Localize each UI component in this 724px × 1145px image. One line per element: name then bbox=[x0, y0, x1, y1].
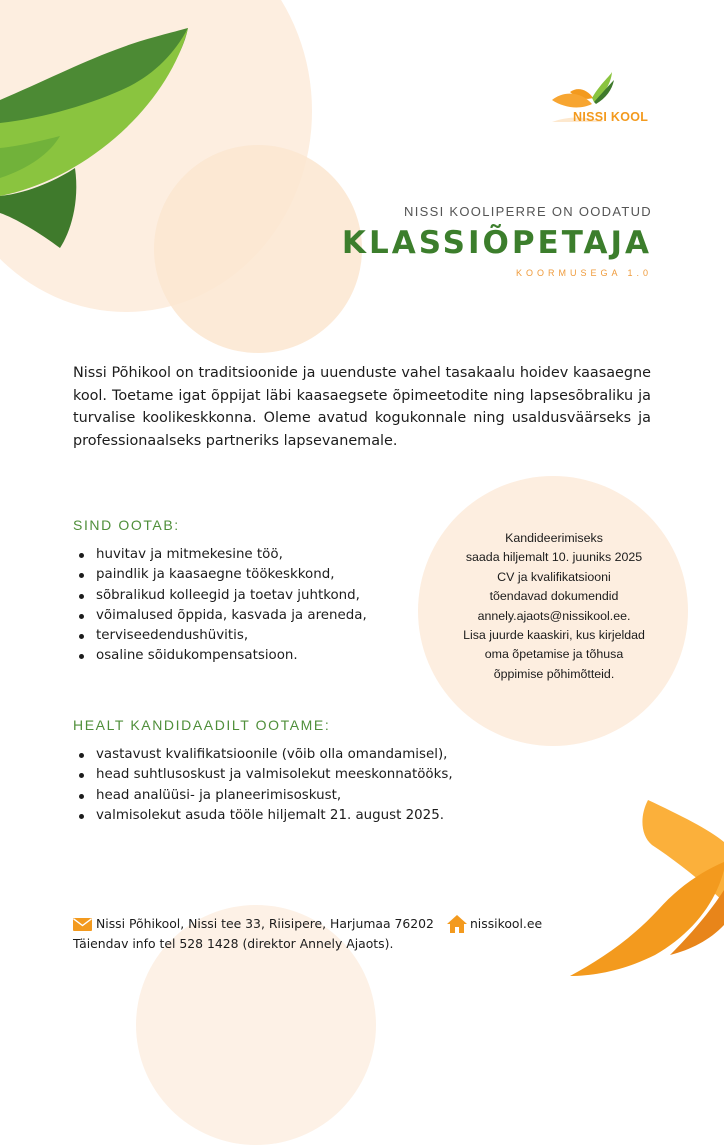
offer-item bbox=[73, 586, 367, 606]
apply-line: oma õpetamise ja tõhusa bbox=[484, 647, 624, 662]
apply-line: õppimise põhimõtteid. bbox=[493, 666, 615, 681]
page-subtitle: KOORMUSEGA 1.0 bbox=[515, 268, 652, 278]
home-icon bbox=[447, 915, 467, 933]
offer-item bbox=[73, 606, 367, 626]
page-title: KLASSIÕPETAJA bbox=[341, 225, 652, 261]
expect-item bbox=[73, 745, 453, 765]
footer-address: Nissi Põhikool, Nissi tee 33, Riisipere, Harjumaa 76202 bbox=[96, 916, 434, 931]
offer-heading: SIND OOTAB: bbox=[73, 517, 180, 533]
apply-line: saada hiljemalt 10. juuniks 2025 bbox=[465, 550, 643, 565]
footer-contact-row bbox=[73, 914, 673, 934]
offer-item-text: sõbralikud kolleegid ja toetav juhtkond, bbox=[96, 587, 360, 603]
bullet-icon bbox=[79, 753, 84, 758]
offer-item-text: võimalused õppida, kasvada ja areneda, bbox=[96, 607, 367, 623]
expect-item bbox=[73, 765, 453, 785]
offer-item-text: osaline sõidukompensatsioon. bbox=[96, 648, 298, 664]
bullet-icon bbox=[79, 594, 84, 599]
expect-item-text: valmisolekut asuda tööle hiljemalt 21. august 2025. bbox=[96, 807, 444, 823]
offer-item bbox=[73, 565, 367, 585]
bullet-icon bbox=[79, 794, 84, 799]
offer-item-text: paindlik ja kaasaegne töökeskkond, bbox=[96, 567, 335, 583]
offer-item bbox=[73, 545, 367, 565]
apply-email[interactable]: annely.ajaots@nissikool.ee. bbox=[477, 608, 631, 623]
envelope-icon bbox=[73, 918, 92, 931]
expect-list bbox=[73, 745, 453, 826]
expect-item bbox=[73, 786, 453, 806]
bullet-icon bbox=[79, 553, 84, 558]
bullet-icon bbox=[79, 634, 84, 639]
apply-instructions bbox=[438, 529, 670, 684]
offer-item bbox=[73, 646, 367, 666]
bullet-icon bbox=[79, 814, 84, 819]
bullet-icon bbox=[79, 773, 84, 778]
offer-item-text: terviseedendushüvitis, bbox=[96, 628, 249, 644]
expect-item-text: vastavust kvalifikatsioonile (võib olla omandamisel), bbox=[96, 747, 448, 762]
bullet-icon bbox=[79, 614, 84, 619]
intro-paragraph: Nissi Põhikool on traditsioonide ja uuenduste vahel tasakaalu hoidev kaasaegne kool. Toetame igat õppijat läbi kaasaegsete õpimeetodite ning lapsesõbraliku ja turvalise koolikeskkonna. Oleme avatud kogukonnale ning usaldusväärseks ja professionaalseks partneriks lapsevanemale. bbox=[73, 365, 651, 449]
offer-item bbox=[73, 626, 367, 646]
expect-item-text: head analüüsi- ja planeerimisoskust, bbox=[96, 787, 342, 803]
offer-item-text: huvitav ja mitmekesine töö, bbox=[96, 547, 283, 562]
offer-list bbox=[73, 545, 367, 667]
apply-line: Lisa juurde kaaskiri, kus kirjeldad bbox=[463, 628, 645, 643]
expect-heading: HEALT KANDIDAADILT OOTAME: bbox=[73, 717, 331, 733]
expect-item-text: head suhtlusoskust ja valmisolekut meeskonnatööks, bbox=[96, 767, 453, 783]
footer-website-link[interactable]: nissikool.ee bbox=[469, 916, 543, 931]
footer-info: Täiendav info tel 528 1428 (direktor Annely Ajaots). bbox=[73, 936, 394, 951]
expect-item bbox=[73, 806, 453, 826]
apply-line: tõendavad dokumendid bbox=[489, 589, 619, 604]
logo-text: NISSI KOOL bbox=[573, 110, 649, 124]
apply-line: CV ja kvalifikatsiooni bbox=[497, 569, 611, 584]
footer bbox=[73, 914, 673, 954]
apply-line: Kandideerimiseks bbox=[505, 531, 603, 545]
green-leaf-graphic bbox=[0, 28, 192, 268]
bullet-icon bbox=[79, 573, 84, 578]
bullet-icon bbox=[79, 654, 84, 659]
header-kicker: NISSI KOOLIPERRE ON OODATUD bbox=[404, 204, 652, 219]
